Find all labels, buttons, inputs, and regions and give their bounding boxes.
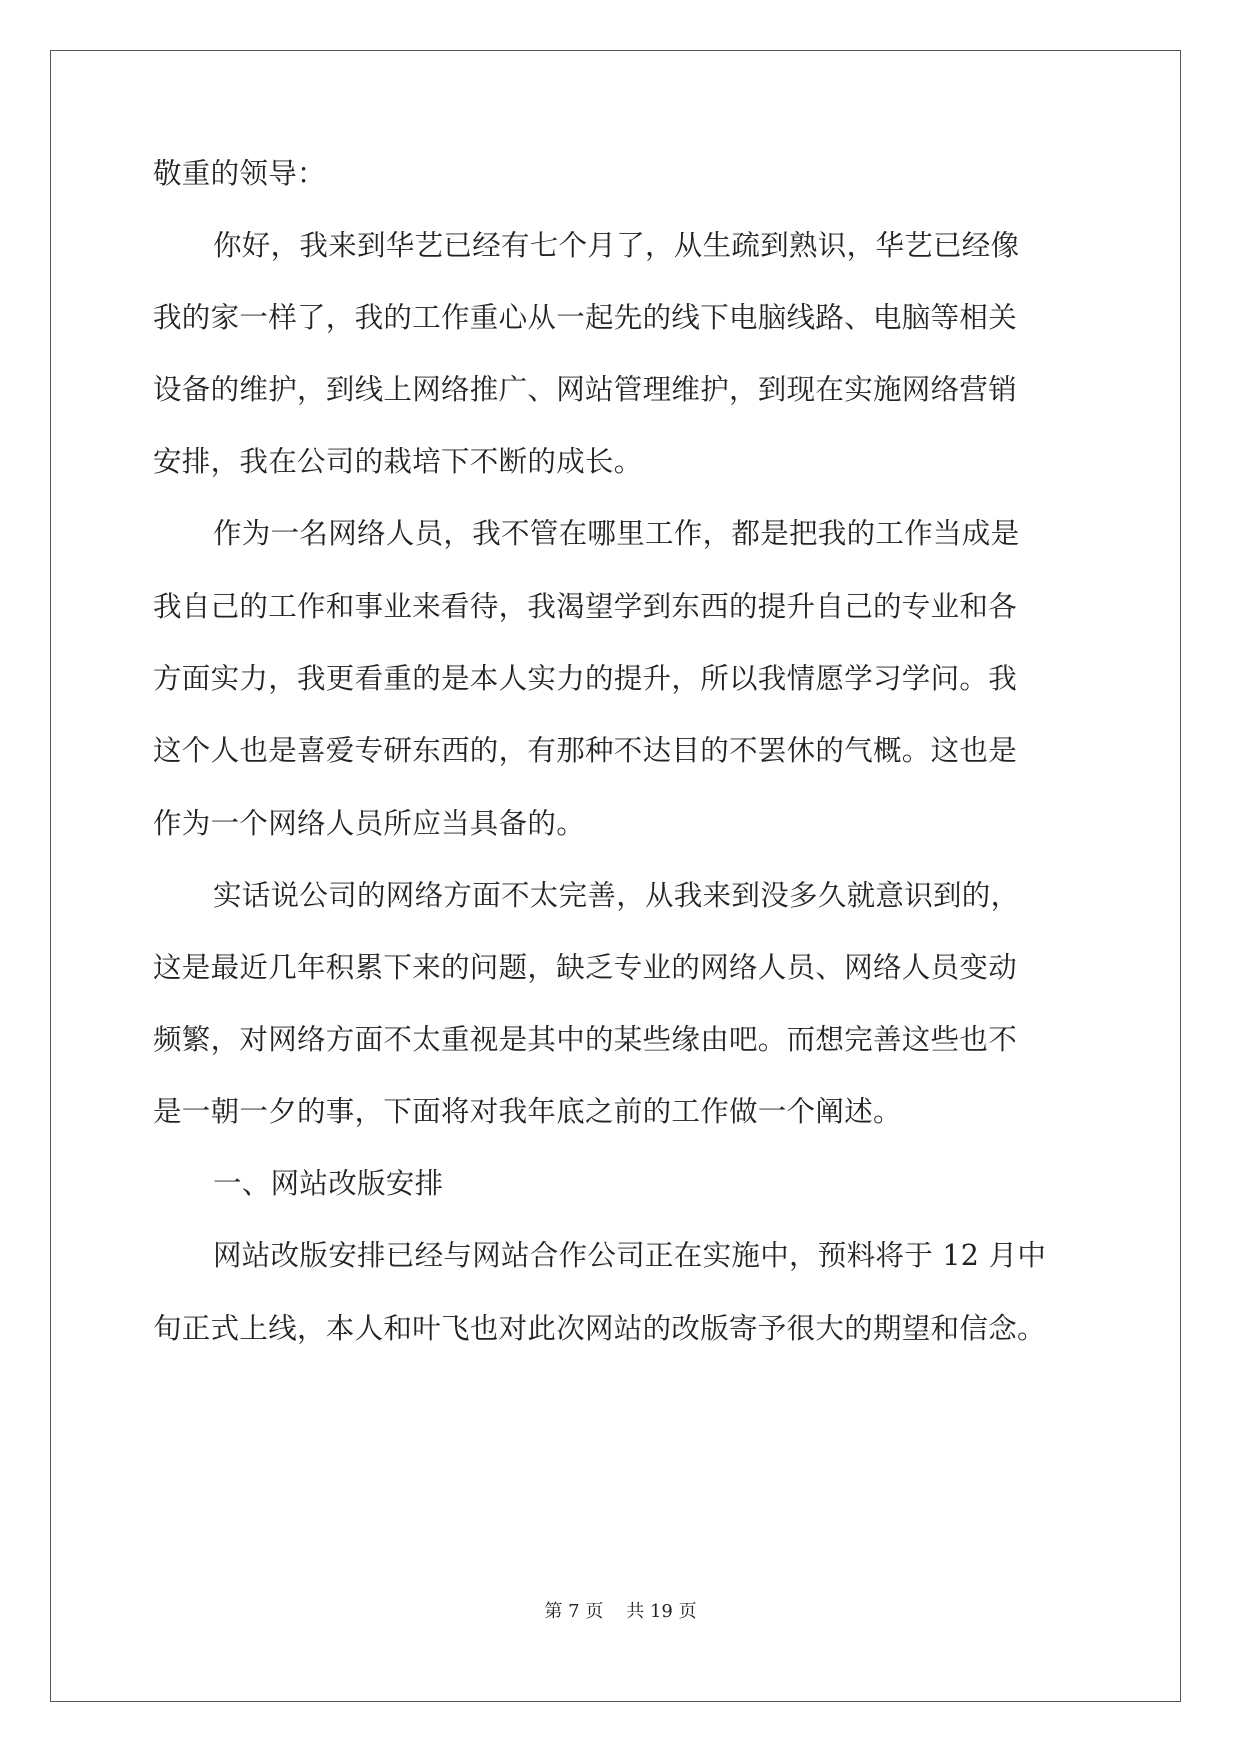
paragraph-line: 这是最近几年积累下来的问题，缺乏专业的网络人员、网络人员变动 bbox=[153, 951, 1018, 984]
page-border bbox=[50, 50, 1181, 1702]
page-footer bbox=[0, 1603, 1241, 1621]
paragraph-line: 旬正式上线，本人和叶飞也对此次网站的改版寄予很大的期望和信念。 bbox=[153, 1312, 1046, 1345]
paragraph-line: 作为一名网络人员，我不管在哪里工作，都是把我的工作当成是 bbox=[213, 517, 1020, 550]
paragraph-line: 网站改版安排已经与网站合作公司正在实施中，预料将于 12 月中 bbox=[213, 1239, 1047, 1272]
salutation: 敬重的领导： bbox=[153, 157, 326, 190]
paragraph-line: 我的家一样了，我的工作重心从一起先的线下电脑线路、电脑等相关 bbox=[153, 301, 1018, 334]
paragraph-line: 这个人也是喜爱专研东西的，有那种不达目的不罢休的气概。这也是 bbox=[153, 734, 1018, 767]
page-total: 共 19 页 bbox=[626, 1601, 697, 1622]
paragraph-line: 方面实力，我更看重的是本人实力的提升，所以我情愿学习学问。我 bbox=[153, 662, 1018, 695]
paragraph-line: 作为一个网络人员所应当具备的。 bbox=[153, 807, 586, 840]
paragraph-line: 我自己的工作和事业来看待，我渴望学到东西的提升自己的专业和各 bbox=[153, 590, 1018, 623]
paragraph-line: 你好，我来到华艺已经有七个月了，从生疏到熟识，华艺已经像 bbox=[213, 229, 1020, 262]
paragraph-line: 设备的维护，到线上网络推广、网站管理维护，到现在实施网络营销 bbox=[153, 373, 1018, 406]
paragraph-line: 实话说公司的网络方面不太完善，从我来到没多久就意识到的， bbox=[213, 879, 1020, 912]
paragraph-line: 频繁，对网络方面不太重视是其中的某些缘由吧。而想完善这些也不 bbox=[153, 1023, 1018, 1056]
section-heading: 一、网站改版安排 bbox=[213, 1167, 444, 1200]
page-number: 第 7 页 bbox=[544, 1601, 604, 1622]
paragraph-line: 安排，我在公司的栽培下不断的成长。 bbox=[153, 445, 643, 478]
paragraph-line: 是一朝一夕的事，下面将对我年底之前的工作做一个阐述。 bbox=[153, 1095, 902, 1128]
